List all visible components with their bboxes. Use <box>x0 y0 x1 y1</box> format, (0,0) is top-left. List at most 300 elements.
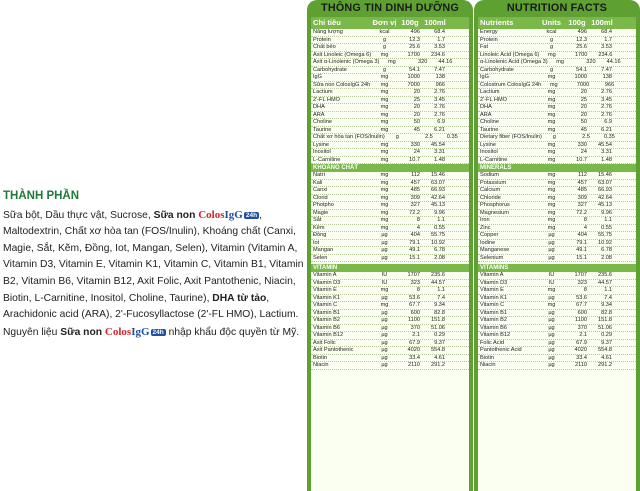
cell: Sữa non ColosIgG 24h <box>313 81 371 88</box>
cell: Calcium <box>480 187 501 193</box>
cell: 1.1 <box>604 217 612 223</box>
cell: kcal <box>379 29 390 35</box>
cell: Vitamin A <box>480 272 504 278</box>
cell: µg <box>548 239 555 246</box>
cell: 3.45 <box>434 96 445 103</box>
ingredients-heading: THÀNH PHẦN <box>3 190 80 202</box>
cell: mg <box>547 96 556 103</box>
header-cell: 100ml <box>591 18 613 27</box>
section-minerals <box>478 164 636 172</box>
cell: Biotin <box>480 354 494 361</box>
nutrient-row <box>478 37 636 45</box>
vitamin-row <box>478 272 636 280</box>
cell: 1.7 <box>437 36 445 43</box>
cell: Photpho <box>313 202 334 208</box>
cell: 370 <box>577 324 587 331</box>
cell: mg <box>547 156 556 163</box>
cell: Vitamin A <box>313 272 337 278</box>
cell: Đồng <box>313 232 327 238</box>
cell: 49.1 <box>576 247 587 253</box>
cell: Vitamin B1 <box>313 309 340 316</box>
cell: 45.54 <box>431 141 445 148</box>
vitamin-row <box>311 287 469 295</box>
cell: 1.48 <box>601 156 612 163</box>
cell: µg <box>381 309 388 316</box>
cell: Kali <box>313 179 323 186</box>
cell: mg <box>380 209 389 216</box>
cell: 68.4 <box>434 29 445 35</box>
mineral-row <box>311 195 469 203</box>
vitamin-row <box>311 295 469 303</box>
cell: µg <box>381 247 388 253</box>
cell: 1000 <box>407 74 420 80</box>
cell: 51.06 <box>431 324 445 331</box>
cell: g <box>382 44 387 50</box>
cell: 151.8 <box>431 317 445 323</box>
cell: mg <box>380 172 389 178</box>
cell: mg <box>380 156 389 163</box>
nutrition-table <box>311 17 469 491</box>
nutrient-row <box>478 127 636 135</box>
vitamin-row <box>478 317 636 325</box>
cell: 6.9 <box>437 119 445 125</box>
cell: Vitamin E <box>313 287 337 293</box>
cell: 55.75 <box>431 232 445 238</box>
cell: 63.07 <box>598 179 612 186</box>
cell: mg <box>547 194 556 201</box>
cell: Vitamin C <box>480 302 505 308</box>
section-label: VITAMINS <box>480 265 509 271</box>
cell: 67.9 <box>576 339 587 346</box>
cell: Vitamin E <box>480 287 504 293</box>
nutrient-row <box>311 149 469 157</box>
cell: 309 <box>577 194 587 201</box>
cell: 327 <box>410 202 420 208</box>
cell: Vitamin K1 <box>480 294 507 301</box>
vitamin-row <box>478 295 636 303</box>
cell: 44.57 <box>431 279 445 286</box>
section-minerals <box>311 164 469 172</box>
cell: 42.64 <box>431 194 445 201</box>
cell: µg <box>381 332 388 338</box>
cell: mg <box>380 104 389 110</box>
cell: 4020 <box>574 347 587 353</box>
cell: Chloride <box>480 194 501 201</box>
cell: mg <box>547 179 556 186</box>
mineral-row <box>311 202 469 210</box>
cell: 138 <box>435 74 445 80</box>
cell: µg <box>548 324 555 331</box>
cell: 457 <box>577 179 587 186</box>
section-vitamin <box>478 264 636 272</box>
nutrient-row <box>311 97 469 105</box>
header-cell: 100g <box>401 18 419 27</box>
cell: 0.35 <box>446 134 458 140</box>
cell: IU <box>548 272 555 278</box>
cell: 25.6 <box>409 44 420 50</box>
cell: Iodine <box>480 239 496 246</box>
cell: 82.8 <box>601 309 612 316</box>
cell: 1.1 <box>604 287 612 293</box>
cell: g <box>395 134 399 140</box>
cell: 79.1 <box>576 239 587 246</box>
cell: 20 <box>580 111 587 118</box>
vitamin-row <box>311 317 469 325</box>
cell: Năng lượng <box>313 29 343 35</box>
cell: g <box>382 66 387 73</box>
cell: 9.34 <box>601 302 612 308</box>
cell: 0.29 <box>601 332 612 338</box>
cell: 44.57 <box>598 279 612 286</box>
cell: 44.16 <box>438 59 453 65</box>
panel-title: NUTRITION FACTS <box>506 2 608 14</box>
cell: µg <box>548 347 555 353</box>
cell: mg <box>380 126 389 133</box>
cell: Phosphorus <box>480 202 510 208</box>
cell: 25 <box>580 96 587 103</box>
cell: 4 <box>583 224 587 231</box>
cell: Lysine <box>313 141 329 148</box>
vitamin-row <box>478 287 636 295</box>
cell: µg <box>381 362 388 368</box>
cell: mg <box>380 224 389 231</box>
nutrient-row <box>478 29 636 37</box>
cell: Magie <box>313 209 329 216</box>
cell: 235.6 <box>598 272 612 278</box>
cell: IU <box>548 279 555 286</box>
cell: mg <box>556 59 564 65</box>
vitamin-row <box>478 355 636 363</box>
mineral-row <box>478 247 636 255</box>
vitamin-row <box>311 302 469 310</box>
cell: Canxi <box>313 187 328 193</box>
cell: mg <box>387 59 396 65</box>
vitamin-row <box>478 302 636 310</box>
cell: ARA <box>313 111 325 118</box>
cell: 600 <box>410 309 420 316</box>
cell: 496 <box>577 29 587 35</box>
cell: 42.64 <box>598 194 612 201</box>
cell: 2.5 <box>582 134 590 140</box>
cell: 323 <box>577 279 587 286</box>
cell: 20 <box>580 104 587 110</box>
cell: 323 <box>410 279 420 286</box>
vitamin-row <box>478 310 636 318</box>
cell: 0.55 <box>434 224 445 231</box>
cell: Fat <box>480 44 489 50</box>
cell: 8 <box>416 217 420 223</box>
cell: Vitamin B6 <box>313 324 340 331</box>
cell: 25.6 <box>576 44 587 50</box>
mineral-row <box>311 172 469 180</box>
nutrition-panel-vn <box>307 0 473 491</box>
cell: 7.47 <box>601 66 612 73</box>
cell: 485 <box>410 187 420 193</box>
cell: Vitamin D3 <box>480 279 508 286</box>
cell: Iot <box>313 239 320 246</box>
cell: Vitamin B6 <box>480 324 507 331</box>
cell: 67.9 <box>409 339 420 346</box>
cell: 20 <box>580 89 587 95</box>
cell: 72.2 <box>409 209 420 216</box>
nutrient-row <box>311 29 469 37</box>
nutrient-row <box>311 59 469 67</box>
nutrient-row <box>478 104 636 112</box>
cell: Colostrum ColosIgG 24h <box>480 81 542 88</box>
cell: 45.54 <box>598 141 612 148</box>
cell: 79.1 <box>409 239 420 246</box>
nutrient-row <box>478 112 636 120</box>
cell: 966 <box>604 81 615 88</box>
cell: Axit Linoleic (Omega 6) <box>313 51 372 58</box>
nutrient-row <box>311 134 469 142</box>
cell: 320 <box>418 59 428 65</box>
nutrient-row <box>478 157 636 165</box>
cell: Choline <box>480 119 499 125</box>
nutrient-row <box>478 89 636 97</box>
cell: IgG <box>480 74 490 80</box>
cell: µg <box>548 362 555 368</box>
cell: L-Carnitine <box>480 156 508 163</box>
nutrient-row <box>478 82 636 90</box>
cell: 15.46 <box>598 172 612 178</box>
cell: IU <box>381 272 388 278</box>
cell: Vitamin B2 <box>480 317 507 323</box>
cell: Pantothenic Acid <box>480 347 522 353</box>
cell: mg <box>547 202 556 208</box>
cell: 33.4 <box>576 354 587 361</box>
nutrient-row <box>311 157 469 165</box>
mineral-row <box>311 210 469 218</box>
mineral-row <box>478 180 636 188</box>
cell: L-Carnitine <box>313 156 341 163</box>
cell: 20 <box>413 104 420 110</box>
cell: mg <box>547 217 556 223</box>
cell: IgG <box>313 74 323 80</box>
cell: 9.37 <box>434 339 445 346</box>
cell: Chất xơ hòa tan (FOS/Inulin) <box>313 134 385 140</box>
cell: 330 <box>410 141 420 148</box>
nutrient-row <box>478 67 636 75</box>
nutrient-row <box>311 44 469 52</box>
header-cell: Nutrients <box>480 18 514 27</box>
cell: 45.13 <box>598 202 612 208</box>
cell: mg <box>547 104 556 110</box>
cell: Choline <box>313 119 332 125</box>
cell: mg <box>380 179 389 186</box>
section-label: KHOÁNG CHẤT <box>313 165 358 171</box>
header-cell: 100g <box>568 18 586 27</box>
cell: Lysine <box>480 141 496 148</box>
cell: mg <box>380 302 389 308</box>
colosigg-brand-logo: ColosIgG 24h <box>104 325 164 338</box>
cell: Kẽm <box>313 224 325 231</box>
cell: g <box>552 134 556 140</box>
vitamin-row <box>478 332 636 340</box>
header-cell: Units <box>542 18 561 27</box>
mineral-row <box>311 255 469 263</box>
cell: Clorid <box>313 194 328 201</box>
nutrient-row <box>311 67 469 75</box>
cell: mg <box>547 111 556 118</box>
cell: mg <box>380 89 389 95</box>
cell: Niacin <box>313 362 329 368</box>
header-cell: Đơn vị <box>372 18 397 27</box>
vitamin-row <box>311 310 469 318</box>
mineral-row <box>311 180 469 188</box>
cell: 7000 <box>576 81 590 88</box>
cell: 138 <box>602 74 612 80</box>
cell: 2110 <box>574 362 587 368</box>
cell: Natri <box>313 172 325 178</box>
mineral-row <box>478 232 636 240</box>
cell: 12.3 <box>409 36 420 43</box>
cell: µg <box>548 309 555 316</box>
cell: 45.13 <box>431 202 445 208</box>
cell: 370 <box>410 324 420 331</box>
cell: µg <box>548 339 555 346</box>
cell: Magnesium <box>480 209 509 216</box>
cell: mg <box>380 217 389 223</box>
cell: µg <box>548 332 555 338</box>
nutrient-row <box>311 74 469 82</box>
cell: 12.3 <box>576 36 587 43</box>
cell: 9.34 <box>434 302 445 308</box>
cell: Sắt <box>313 217 322 223</box>
cell: 0.55 <box>601 224 612 231</box>
cell: 1.1 <box>437 217 445 223</box>
cell: 1000 <box>574 74 587 80</box>
cell: 7.4 <box>437 294 445 301</box>
mineral-row <box>478 187 636 195</box>
nutrient-row <box>478 74 636 82</box>
cell: 404 <box>410 232 420 238</box>
nutrient-row <box>478 59 636 67</box>
cell: 2.76 <box>434 104 445 110</box>
cell: 327 <box>577 202 587 208</box>
cell: mg <box>547 119 556 125</box>
cell: 404 <box>577 232 587 238</box>
cell: 4 <box>416 224 420 231</box>
cell: 9.96 <box>434 209 445 216</box>
cell: 67.7 <box>576 302 587 308</box>
cell: 234.6 <box>431 51 445 58</box>
cell: Axit Folic <box>313 339 336 346</box>
cell: 9.37 <box>601 339 612 346</box>
nutrient-row <box>311 127 469 135</box>
cell: 2.76 <box>601 89 612 95</box>
cell: 10.7 <box>409 156 420 163</box>
cell: 1707 <box>574 272 587 278</box>
cell: mg <box>380 51 389 58</box>
mineral-row <box>478 240 636 248</box>
header-cell: Chỉ tiêu <box>313 18 341 27</box>
table-header <box>478 17 636 29</box>
cell: Vitamin B12 <box>313 332 344 338</box>
cell: 112 <box>411 172 420 178</box>
nutrient-row <box>311 104 469 112</box>
cell: 8 <box>416 287 420 293</box>
cell: mg <box>547 287 556 293</box>
cell: 82.8 <box>434 309 445 316</box>
cell: mg <box>380 187 389 193</box>
cell: 0.35 <box>603 134 615 140</box>
cell: mg <box>380 96 389 103</box>
nutrient-row <box>311 37 469 45</box>
cell: Energy <box>480 29 498 35</box>
cell: Vitamin K1 <box>313 294 340 301</box>
cell: Manganese <box>480 247 510 253</box>
cell: 10.92 <box>431 239 445 246</box>
cell: 457 <box>410 179 420 186</box>
cell: Inositol <box>313 149 331 155</box>
cell: mg <box>380 81 389 88</box>
cell: mg <box>547 126 556 133</box>
cell: 2110 <box>407 362 420 368</box>
cell: 24 <box>580 149 587 155</box>
cell: 25 <box>413 96 420 103</box>
cell: 1100 <box>407 317 420 323</box>
vitamin-row <box>311 272 469 280</box>
mineral-row <box>311 240 469 248</box>
cell: kcal <box>546 29 557 35</box>
cell: 8 <box>583 217 587 223</box>
nutrient-row <box>311 89 469 97</box>
cell: IU <box>381 279 388 286</box>
cell: Biotin <box>313 354 327 361</box>
cell: mg <box>380 287 389 293</box>
vitamin-row <box>311 332 469 340</box>
cell: 3.45 <box>601 96 612 103</box>
cell: 8 <box>583 287 587 293</box>
cell: 151.8 <box>598 317 612 323</box>
cell: 2.76 <box>434 89 445 95</box>
cell: 1.7 <box>604 36 612 43</box>
cell: 7.4 <box>604 294 612 301</box>
cell: µg <box>381 324 388 331</box>
cell: 2.08 <box>434 254 445 261</box>
cell: 6.78 <box>601 247 612 253</box>
cell: 67.7 <box>409 302 420 308</box>
cell: 55.75 <box>598 232 612 238</box>
cell: 2.76 <box>601 104 612 110</box>
cell: 15.46 <box>431 172 445 178</box>
cell: Chất béo <box>313 44 336 50</box>
cell: 1707 <box>407 272 420 278</box>
cell: 7000 <box>407 81 420 88</box>
cell: 554.8 <box>431 347 445 353</box>
mineral-row <box>478 195 636 203</box>
nutrient-row <box>478 149 636 157</box>
cell: µg <box>381 239 388 246</box>
cell: 49.1 <box>409 247 420 253</box>
cell: Carbohydrate <box>313 66 347 73</box>
cell: µg <box>548 294 555 301</box>
mineral-row <box>311 225 469 233</box>
cell: 72.2 <box>576 209 587 216</box>
cell: 54.1 <box>576 66 587 73</box>
cell: 20 <box>413 89 420 95</box>
cell: mg <box>380 202 389 208</box>
cell: 1.1 <box>437 287 445 293</box>
cell: mg <box>548 51 556 58</box>
cell: Carbohydrate <box>480 66 514 73</box>
cell: 54.1 <box>409 66 420 73</box>
cell: 2'-FL HMO <box>480 96 507 103</box>
cell: 50 <box>413 119 420 125</box>
cell: 2.1 <box>579 332 587 338</box>
cell: mg <box>380 149 389 155</box>
